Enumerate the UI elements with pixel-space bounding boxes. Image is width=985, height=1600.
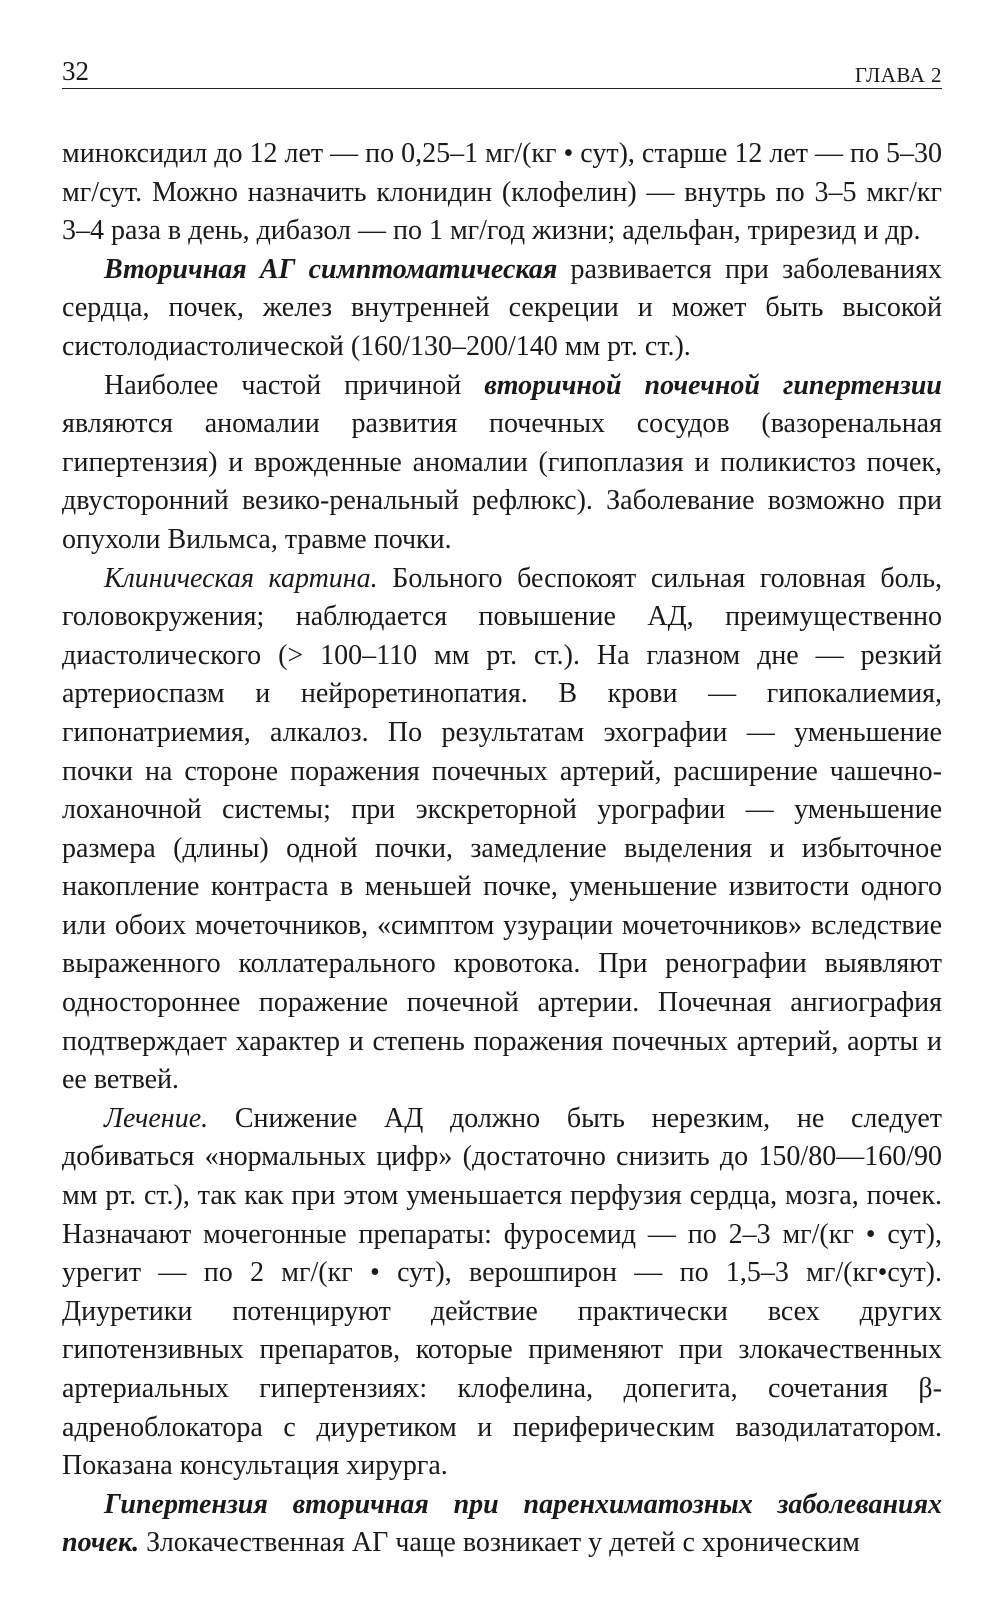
paragraph-secondary-hypertension [62,251,942,367]
paragraph-text: Больного беспокоят сильная головная боль, головокружения; наблюдается повышение АД, преимущественно диастолического (> 100–110 мм рт. ст.). На глазном дне — резкий артериоспазм и нейроретинопатия. В крови — гипокалиемия, гипонатриемия, алкалоз. По результатам эхографии — уменьшение почки на стороне поражения почечных артерий, расширение чашечно-лоханочной системы; при экскреторной урографии — уменьшение размера (длины) одной почки, замедление выделения и избыточное накопление контраста в меньшей почке, уменьшение извитости одного или обоих мочеточников, «симптом узурации мочеточников» вследствие выраженного коллатерального кровотока. При ренографии выявляют одностороннее поражение почечной артерии. Почечная ангиография подтверждает характер и степень поражения почечных артерий, аорты и ее ветвей. [62,562,942,1096]
paragraph-parenchymal-hypertension [62,1486,942,1563]
book-page [62,52,942,1563]
paragraph-text-pre: Наиболее частой причиной [104,369,485,401]
page-number: 32 [62,56,89,86]
body-text [62,135,942,1563]
paragraph-text: Злокачественная АГ чаще возникает у детей с хроническим [139,1527,860,1559]
paragraph-clinical-picture [62,560,942,1100]
paragraph-text: миноксидил до 12 лет — по 0,25–1 мг/(кг • сут), старше 12 лет — по 5–30 мг/сут. Можно назначить клонидин (клофелин) — внутрь по 3–5 мкг/кг 3–4 раза в день, дибазол — по 1 мг/год жизни; адельфан, трирезид и др. [62,138,942,247]
paragraph-text: являются аномалии развития почечных сосудов (вазоренальная гипертензия) и врожденные аномалии (гипоплазия и поликистоз почек, двусторонний везико-ренальный рефлюкс). Заболевание возможно при опухоли Вильмса, травме почки. [62,408,942,555]
paragraph-treatment [62,1100,942,1486]
paragraph-text: Снижение АД должно быть нерезким, не следует добиваться «нормальных цифр» (достаточно снизить до 150/80—160/90 мм рт. ст.), так как при этом уменьшается перфузия сердца, мозга, почек. Назначают мочегонные препараты: фуросемид — по 2–3 мг/(кг • сут), урегит — по 2 мг/(кг • сут), верошпирон — по 1,5–3 мг/(кг•сут). Диуретики потенцируют действие практически всех других гипотензивных препаратов, которые применяют при злокачественных артериальных гипертензиях: клофелина, допегита, сочетания β-адреноблокатора с диуретиком и периферическим вазодилататором. Показана консультация хирурга. [62,1102,942,1482]
bold-italic-term: Гипертензия вторичная при паренхиматозных заболеваниях почек. [62,1488,942,1559]
bold-italic-term: вторичной почечной гипертензии [484,369,942,401]
chapter-title: ГЛАВА 2 [854,63,942,87]
paragraph-renal-hypertension [62,367,942,560]
italic-heading: Лечение. [104,1102,209,1134]
bold-italic-term: Вторичная АГ симптоматическая [104,253,558,285]
running-header [62,52,942,89]
italic-heading: Клиническая картина. [104,562,378,594]
paragraph-minoxidil-dosage [62,135,942,251]
paragraph-text: развивается при заболеваниях сердца, почек, желез внутренней секреции и может быть высокой систолодиастолической (160/130–200/140 мм рт. ст.). [62,253,942,362]
